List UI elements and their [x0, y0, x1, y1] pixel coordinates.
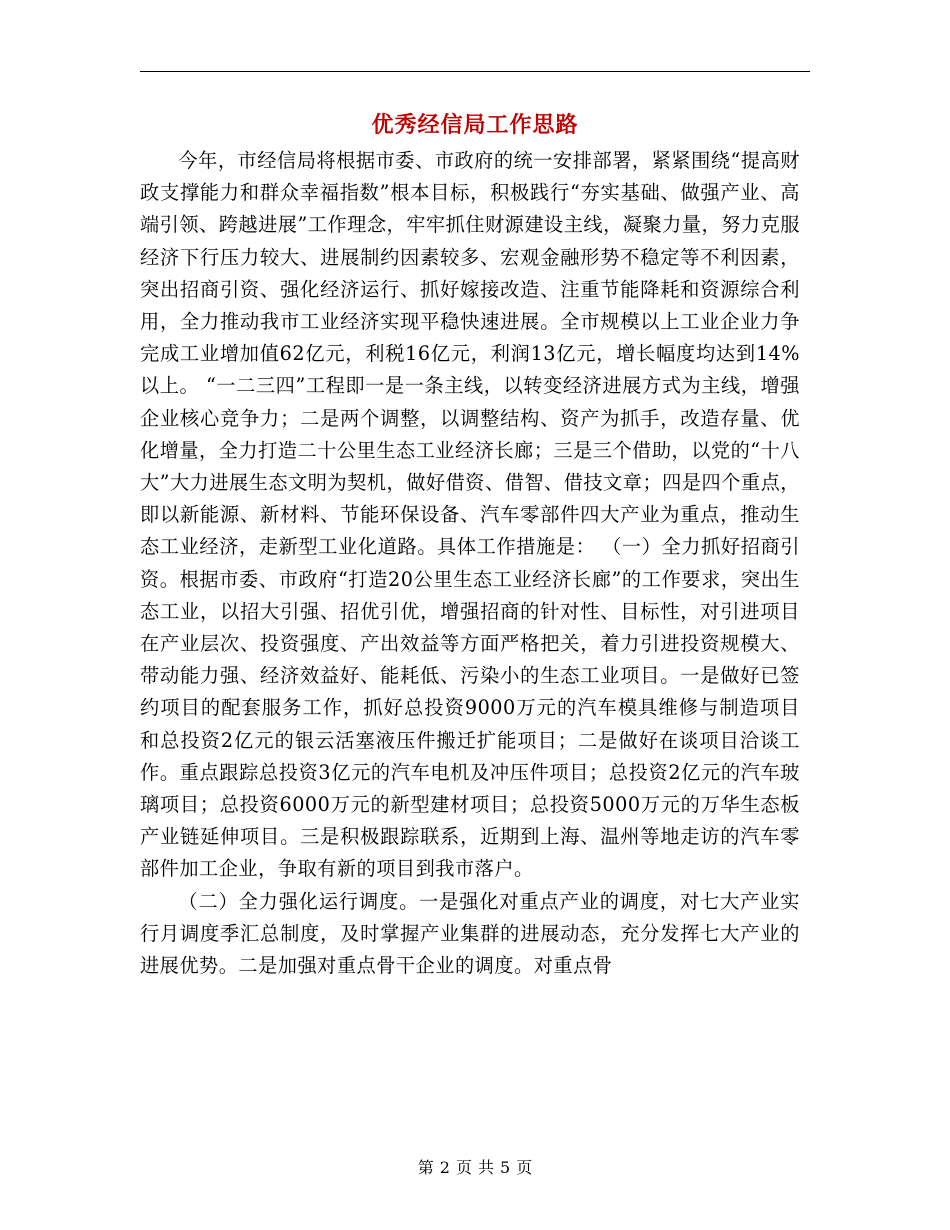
total-unit: 页: [516, 1158, 533, 1177]
page-unit: 页: [455, 1158, 472, 1177]
total-prefix: 共: [478, 1158, 495, 1177]
document-body: [140, 145, 800, 982]
paragraph-2: （二）全力强化运行调度。一是强化对重点产业的调度，对七大产业实行月调度季汇总制度，及时掌握产业集群的进展动态，充分发挥七大产业的进展优势。二是加强对重点骨干企业的调度。对重点骨: [140, 889, 800, 978]
page-prefix: 第: [417, 1158, 434, 1177]
document-title: 优秀经信局工作思路: [371, 112, 579, 138]
paragraph-1: 今年，市经信局将根据市委、市政府的统一安排部署，紧紧围绕“提高财政支撑能力和群众幸福指数”根本目标，积极践行“夯实基础、做强产业、高端引领、跨越进展”工作理念，牢牢抓住财源建设主线，凝聚力量，努力克服经济下行压力较大、进展制约因素较多、宏观金融形势不稳定等不利因素，突出招商引资、强化经济运行、抓好嫁接改造、注重节能降耗和资源综合利用，全力推动我市工业经济实现平稳快速进展。全市规模以上工业企业力争完成工业增加值62亿元，利税16亿元，利润13亿元，增长幅度均达到14%以上。 “一二三四”工程即一是一条主线，以转变经济进展方式为主线，增强企业核心竞争力；二是两个调整，以调整结构、资产为抓手，改造存量、优化增量，全力打造二十公里生态工业经济长廊；三是三个借助，以党的“十八大”大力进展生态文明为契机，做好借资、借智、借技文章；四是四个重点，即以新能源、新材料、节能环保设备、汽车零部件四大产业为重点，推动生态工业经济，走新型工业化道路。具体工作措施是： （一）全力抓好招商引资。根据市委、市政府“打造20公里生态工业经济长廊”的工作要求，突出生态工业，以招大引强、招优引优，增强招商的针对性、目标性，对引进项目在产业层次、投资强度、产出效益等方面严格把关，着力引进投资规模大、带动能力强、经济效益好、能耗低、污染小的生态工业项目。一是做好已签约项目的配套服务工作，抓好总投资9000万元的汽车模具维修与制造项目和总投资2亿元的银云活塞液压件搬迁扩能项目；二是做好在谈项目洽谈工作。重点跟踪总投资3亿元的汽车电机及冲压件项目；总投资2亿元的汽车玻璃项目；总投资6000万元的新型建材项目；总投资5000万元的万华生态板产业链延伸项目。三是积极跟踪联系，近期到上海、温州等地走访的汽车零部件加工企业，争取有新的项目到我市落户。: [140, 149, 800, 881]
current-page-number: 2: [439, 1158, 450, 1177]
page-footer: [140, 1155, 810, 1178]
header-rule: [140, 71, 810, 72]
total-page-count: 5: [500, 1158, 511, 1177]
